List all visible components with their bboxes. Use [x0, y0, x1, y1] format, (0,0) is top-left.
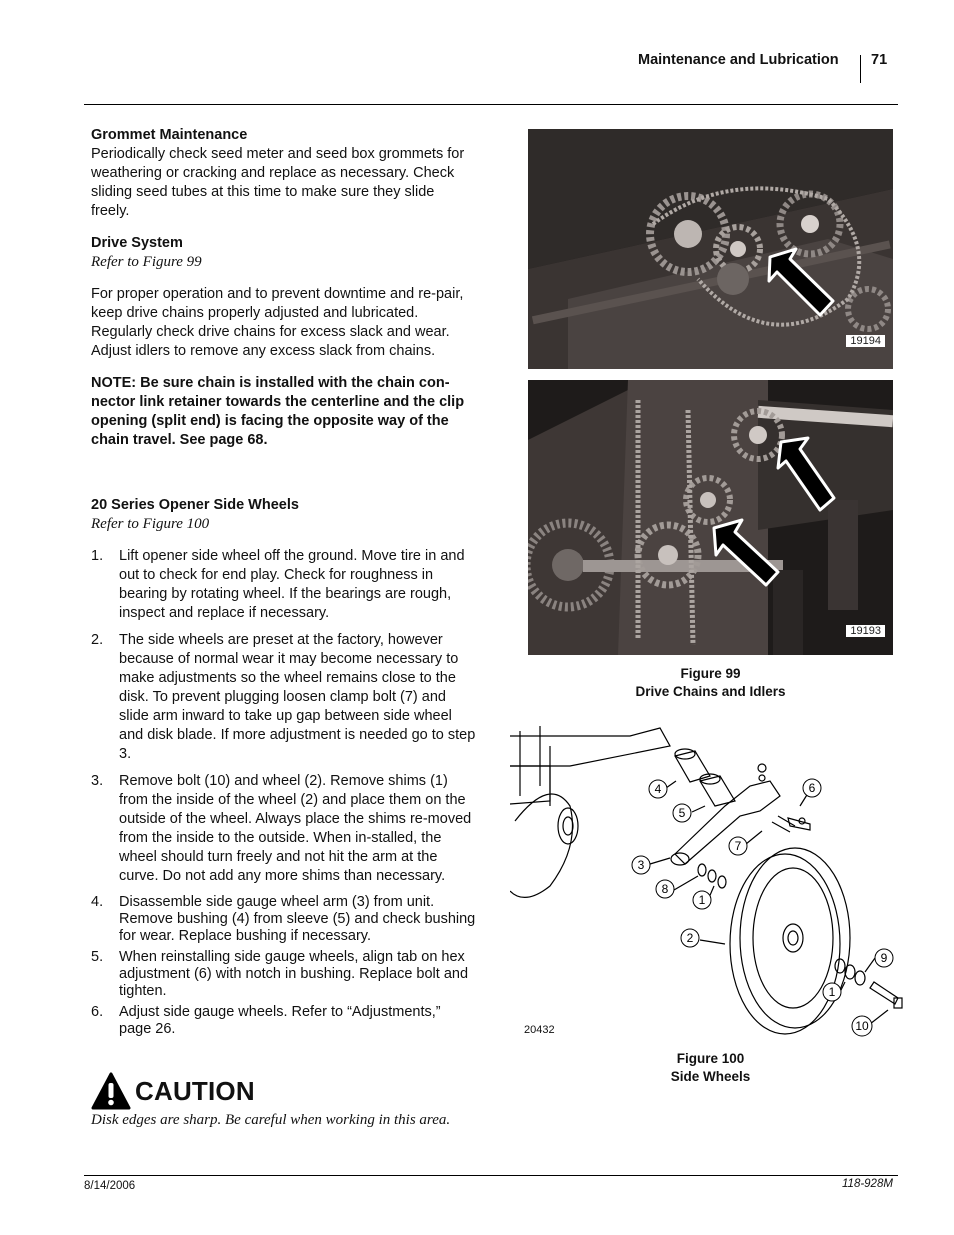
drive-body: For proper operation and to prevent downtime and re-pair, keep drive chains properly adjusted and lubricated. Regularly check drive chains for excess slack and wear. Adjust idlers to remove any excess slack from chains.	[91, 286, 464, 359]
header-rule	[84, 104, 898, 105]
step-text: Lift opener side wheel off the ground. Move tire in and out to check for end play. Check for roughness in bearing by rotating wheel. If the bearings are rough, inspect and replace if necessary.	[119, 548, 465, 621]
drive-chain-photo-top	[528, 129, 893, 369]
figure-99-title: Drive Chains and Idlers	[635, 684, 786, 699]
figure-100-caption	[528, 1050, 893, 1086]
running-header-title: Maintenance and Lubrication	[638, 52, 839, 68]
callout-8: 8	[661, 882, 669, 896]
drawing-id: 20432	[524, 1024, 555, 1036]
step-item	[91, 949, 476, 1000]
step-item	[91, 1004, 476, 1038]
step-item	[91, 772, 476, 886]
step-number: 6.	[91, 1004, 104, 1020]
step-text: Disassemble side gauge wheel arm (3) from unit. Remove bushing (4) from sleeve (5) and check bushing for wear. Replace bushing if necessary.	[119, 894, 476, 944]
step-number: 1.	[91, 548, 104, 564]
drive-chain-photo-bottom	[528, 380, 893, 655]
photo-id-top: 19194	[846, 335, 885, 347]
figure-100-number: Figure 100	[676, 1051, 745, 1066]
figure-100-title: Side Wheels	[670, 1069, 751, 1084]
callout-2: 2	[686, 931, 694, 945]
grommet-heading: Grommet Maintenance	[91, 127, 248, 143]
step-text: Adjust side gauge wheels. Refer to “Adjustments,” page 26.	[119, 1004, 441, 1037]
photo-id-bottom: 19193	[846, 625, 885, 637]
drive-note: NOTE: Be sure chain is installed with the chain con-nector link retainer towards the centerline and the clip opening (split end) is facing the opposite way of the chain travel. See page 68.	[91, 375, 465, 448]
opener-heading: 20 Series Opener Side Wheels	[91, 497, 299, 513]
step-item	[91, 894, 476, 945]
callout-1: 1	[698, 893, 706, 907]
header-divider	[860, 55, 861, 83]
step-number: 3.	[91, 773, 104, 789]
callout-5: 5	[678, 806, 686, 820]
callout-6: 6	[808, 781, 816, 795]
figure-99-number: Figure 99	[680, 666, 741, 681]
callout-10: 10	[855, 1019, 869, 1033]
step-number: 2.	[91, 632, 104, 648]
drive-figure-ref: Refer to Figure 99	[91, 254, 202, 270]
drive-chain-photo-bottom-image	[528, 380, 893, 655]
callout-7: 7	[734, 839, 742, 853]
drive-heading: Drive System	[91, 235, 183, 251]
step-number: 4.	[91, 894, 104, 910]
warning-triangle-icon	[91, 1072, 131, 1110]
caution-label: CAUTION	[135, 1075, 255, 1106]
callout-1b: 1	[828, 985, 836, 999]
side-wheel-exploded-diagram	[510, 726, 910, 1042]
callout-3: 3	[637, 858, 645, 872]
step-item	[91, 547, 476, 623]
opener-steps	[91, 547, 476, 1038]
step-item	[91, 631, 476, 764]
step-text: The side wheels are preset at the factory, however because of normal wear it may become necessary to make adjustments so the wheel remains close to the disk. To prevent plugging loosen clamp bolt (7) and slide arm inward to take up gap between side wheel and disk blade. If more adjustment is needed go to step 3.	[119, 632, 476, 762]
footer-doc-number: 118-928M	[842, 1178, 893, 1190]
callout-9: 9	[880, 951, 888, 965]
drive-chain-photo-top-image	[528, 129, 893, 369]
opener-figure-ref: Refer to Figure 100	[91, 516, 210, 532]
step-number: 5.	[91, 949, 104, 965]
footer-date: 8/14/2006	[84, 1180, 136, 1192]
left-column	[91, 126, 476, 1042]
grommet-body: Periodically check seed meter and seed box grommets for weathering or cracking and replace as necessary. Check sliding seed tubes at this time to make sure they slide freely.	[91, 146, 465, 219]
step-text: Remove bolt (10) and wheel (2). Remove shims (1) from the inside of the wheel (2) and place them on the outside of the wheel. Always place the shims re-moved from the inside to the outside. When in-stalled, the wheel should turn freely and not hit the arm at the curve. Do not add any more shims than necessary.	[119, 773, 472, 884]
footer-rule	[84, 1175, 898, 1176]
caution-block	[91, 1070, 491, 1129]
callout-4: 4	[654, 782, 662, 796]
figure-99-caption	[528, 665, 893, 701]
page-number: 71	[871, 52, 888, 68]
side-wheel-drawing	[510, 726, 910, 1042]
step-text: When reinstalling side gauge wheels, align tab on hex adjustment (6) with notch in bushing. Replace bolt and tighten.	[119, 949, 469, 999]
caution-text: Disk edges are sharp. Be careful when working in this area.	[91, 1112, 451, 1128]
